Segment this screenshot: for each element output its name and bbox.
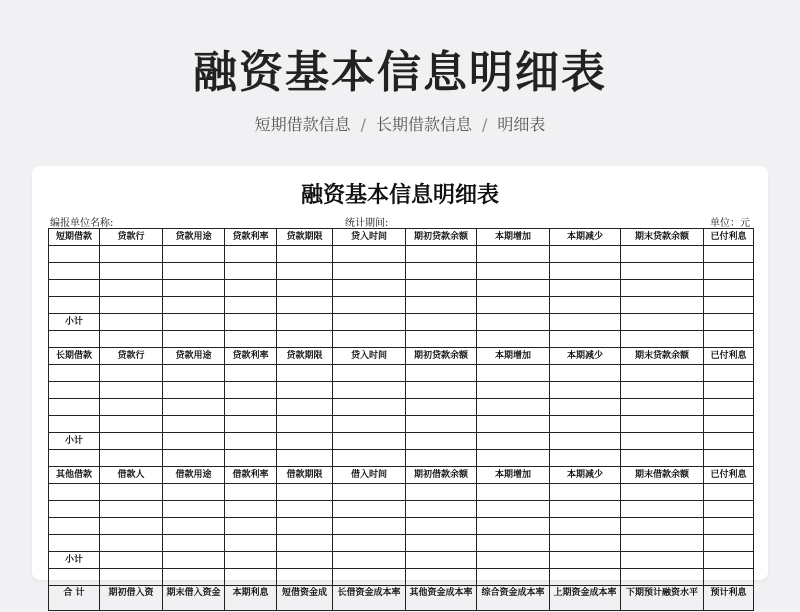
table-cell[interactable] <box>406 246 477 263</box>
table-cell[interactable] <box>477 569 550 586</box>
table-cell[interactable] <box>406 297 477 314</box>
table-cell[interactable] <box>704 297 754 314</box>
table-cell[interactable] <box>333 518 406 535</box>
table-cell[interactable] <box>49 297 100 314</box>
column-header: 贷款用途 <box>163 229 225 246</box>
table-cell[interactable] <box>225 280 277 297</box>
column-header: 本期减少 <box>550 348 621 365</box>
table-cell[interactable] <box>163 416 225 433</box>
table-cell[interactable] <box>225 365 277 382</box>
table-cell[interactable] <box>100 365 163 382</box>
table-cell[interactable] <box>621 484 704 501</box>
table-cell[interactable] <box>100 416 163 433</box>
table-cell[interactable] <box>621 263 704 280</box>
table-cell[interactable] <box>225 331 277 348</box>
column-header: 贷款利率 <box>225 229 277 246</box>
table-cell[interactable] <box>477 501 550 518</box>
column-header: 借款用途 <box>163 467 225 484</box>
column-header: 贷款期限 <box>277 229 333 246</box>
table-cell[interactable] <box>621 552 704 569</box>
table-cell[interactable] <box>225 518 277 535</box>
subtotal-row <box>49 433 754 450</box>
total-column-header: 其他资金成本率 <box>406 586 477 611</box>
table-cell[interactable] <box>704 501 754 518</box>
table-cell[interactable] <box>550 263 621 280</box>
column-header: 贷款用途 <box>163 348 225 365</box>
table-cell[interactable] <box>477 297 550 314</box>
table-cell[interactable] <box>100 484 163 501</box>
table-cell[interactable] <box>100 280 163 297</box>
table-cell[interactable] <box>225 314 277 331</box>
column-header: 贷入时间 <box>333 348 406 365</box>
table-cell[interactable] <box>621 569 704 586</box>
table-cell[interactable] <box>477 433 550 450</box>
table-cell[interactable] <box>550 569 621 586</box>
table-cell[interactable] <box>100 263 163 280</box>
table-cell[interactable] <box>49 569 100 586</box>
column-header: 已付利息 <box>704 348 754 365</box>
breadcrumb-separator: / <box>360 115 366 134</box>
table-cell[interactable] <box>100 552 163 569</box>
table-cell[interactable] <box>406 552 477 569</box>
table-cell[interactable] <box>621 433 704 450</box>
table-cell[interactable] <box>49 484 100 501</box>
column-header: 贷款行 <box>100 229 163 246</box>
table-cell[interactable] <box>704 433 754 450</box>
table-cell[interactable] <box>406 569 477 586</box>
table-cell[interactable] <box>477 399 550 416</box>
table-cell[interactable] <box>550 246 621 263</box>
table-cell[interactable] <box>277 365 333 382</box>
table-cell[interactable] <box>333 484 406 501</box>
table-cell[interactable] <box>100 433 163 450</box>
table-cell[interactable] <box>225 569 277 586</box>
column-header: 贷款行 <box>100 348 163 365</box>
table-cell[interactable] <box>277 518 333 535</box>
table-cell[interactable] <box>621 416 704 433</box>
table-row <box>49 382 754 399</box>
table-cell[interactable] <box>163 246 225 263</box>
table-row <box>49 331 754 348</box>
table-row <box>49 450 754 467</box>
table-cell[interactable] <box>163 331 225 348</box>
column-header: 期末贷款余额 <box>621 229 704 246</box>
table-cell[interactable] <box>550 331 621 348</box>
table-cell[interactable] <box>100 535 163 552</box>
column-header: 期末借款余额 <box>621 467 704 484</box>
table-cell[interactable] <box>163 263 225 280</box>
table-cell[interactable] <box>477 535 550 552</box>
column-header: 借款人 <box>100 467 163 484</box>
table-cell[interactable] <box>550 535 621 552</box>
table-cell[interactable] <box>49 416 100 433</box>
table-cell[interactable] <box>225 246 277 263</box>
table-cell[interactable] <box>406 314 477 331</box>
total-column-header: 下期预计融资水平 <box>621 586 704 611</box>
total-column-header: 期初借入资 <box>100 586 163 611</box>
table-cell[interactable] <box>333 535 406 552</box>
table-cell[interactable] <box>477 246 550 263</box>
table-cell[interactable] <box>477 314 550 331</box>
table-cell[interactable] <box>100 501 163 518</box>
total-row <box>49 586 754 611</box>
column-header: 借款利率 <box>225 467 277 484</box>
table-cell[interactable] <box>277 535 333 552</box>
table-cell[interactable] <box>477 365 550 382</box>
column-header: 短期借款 <box>49 229 100 246</box>
table-cell[interactable] <box>621 280 704 297</box>
table-cell[interactable] <box>163 399 225 416</box>
table-cell[interactable] <box>621 246 704 263</box>
table-cell[interactable] <box>406 450 477 467</box>
table-cell[interactable] <box>333 501 406 518</box>
table-cell[interactable] <box>163 535 225 552</box>
table-cell[interactable] <box>477 416 550 433</box>
table-row <box>49 484 754 501</box>
table-cell[interactable] <box>100 331 163 348</box>
table-cell[interactable] <box>333 365 406 382</box>
table-cell[interactable] <box>225 552 277 569</box>
financing-detail-table <box>48 228 754 611</box>
table-cell[interactable] <box>406 501 477 518</box>
section-header-row <box>49 467 754 484</box>
statistics-period-label: 统计期间: <box>345 218 389 229</box>
table-cell[interactable] <box>477 382 550 399</box>
total-column-header: 长借资金成本率 <box>333 586 406 611</box>
table-row <box>49 518 754 535</box>
table-row <box>49 416 754 433</box>
table-cell[interactable] <box>704 331 754 348</box>
table-cell[interactable] <box>277 399 333 416</box>
column-header: 期初贷款余额 <box>406 229 477 246</box>
total-column-header: 综合资金成本率 <box>477 586 550 611</box>
table-cell[interactable] <box>704 535 754 552</box>
column-header: 期初借款余额 <box>406 467 477 484</box>
breadcrumb <box>0 112 800 135</box>
table-cell[interactable] <box>621 331 704 348</box>
table-cell[interactable] <box>277 433 333 450</box>
table-cell[interactable] <box>277 552 333 569</box>
table-cell[interactable] <box>49 280 100 297</box>
table-cell[interactable] <box>704 365 754 382</box>
table-cell[interactable] <box>163 552 225 569</box>
table-cell[interactable] <box>550 518 621 535</box>
column-header: 本期减少 <box>550 467 621 484</box>
table-cell[interactable] <box>704 263 754 280</box>
section-header-row <box>49 229 754 246</box>
table-cell[interactable] <box>333 382 406 399</box>
table-row <box>49 501 754 518</box>
table-cell[interactable] <box>550 297 621 314</box>
table-cell[interactable] <box>277 314 333 331</box>
table-cell[interactable] <box>277 501 333 518</box>
table-cell[interactable] <box>621 399 704 416</box>
table-row <box>49 280 754 297</box>
table-cell[interactable] <box>277 331 333 348</box>
table-cell[interactable] <box>49 382 100 399</box>
total-label: 合 计 <box>49 586 100 611</box>
table-cell[interactable] <box>550 450 621 467</box>
table-cell[interactable] <box>477 552 550 569</box>
table-cell[interactable] <box>550 365 621 382</box>
table-cell[interactable] <box>277 382 333 399</box>
table-cell[interactable] <box>704 484 754 501</box>
table-cell[interactable] <box>550 484 621 501</box>
table-row <box>49 399 754 416</box>
table-cell[interactable] <box>621 518 704 535</box>
table-cell[interactable] <box>333 569 406 586</box>
table-cell[interactable] <box>163 484 225 501</box>
table-cell[interactable] <box>225 484 277 501</box>
table-cell[interactable] <box>406 484 477 501</box>
table-row <box>49 246 754 263</box>
table-cell[interactable] <box>406 416 477 433</box>
table-cell[interactable] <box>704 416 754 433</box>
sheet-preview-card <box>32 166 768 598</box>
table-cell[interactable] <box>621 314 704 331</box>
table-cell[interactable] <box>333 246 406 263</box>
total-column-header: 上期资金成本率 <box>550 586 621 611</box>
table-cell[interactable] <box>163 297 225 314</box>
table-cell[interactable] <box>550 399 621 416</box>
column-header: 长期借款 <box>49 348 100 365</box>
table-cell[interactable] <box>163 518 225 535</box>
table-cell[interactable] <box>704 314 754 331</box>
table-cell[interactable] <box>333 263 406 280</box>
table-cell[interactable] <box>225 501 277 518</box>
table-cell[interactable] <box>100 382 163 399</box>
table-cell[interactable] <box>550 382 621 399</box>
column-header: 本期增加 <box>477 229 550 246</box>
table-cell[interactable] <box>704 382 754 399</box>
table-cell[interactable] <box>406 263 477 280</box>
table-cell[interactable] <box>225 416 277 433</box>
table-cell[interactable] <box>277 416 333 433</box>
subtotal-label: 小计 <box>49 552 100 569</box>
table-cell[interactable] <box>333 416 406 433</box>
table-row <box>49 569 754 586</box>
table-cell[interactable] <box>621 365 704 382</box>
table-cell[interactable] <box>100 246 163 263</box>
reporting-unit-label: 编报单位名称: <box>50 218 114 229</box>
breadcrumb-item-short-term[interactable]: 短期借款信息 <box>254 115 351 134</box>
table-cell[interactable] <box>704 399 754 416</box>
total-column-header: 本期利息 <box>225 586 277 611</box>
table-cell[interactable] <box>49 501 100 518</box>
table-cell[interactable] <box>333 433 406 450</box>
total-column-header: 预计利息 <box>704 586 754 611</box>
table-cell[interactable] <box>704 552 754 569</box>
breadcrumb-item-long-term[interactable]: 长期借款信息 <box>375 115 472 134</box>
table-cell[interactable] <box>277 263 333 280</box>
table-cell[interactable] <box>100 314 163 331</box>
table-cell[interactable] <box>163 433 225 450</box>
table-cell[interactable] <box>704 450 754 467</box>
table-cell[interactable] <box>49 331 100 348</box>
table-cell[interactable] <box>225 433 277 450</box>
table-cell[interactable] <box>477 484 550 501</box>
table-cell[interactable] <box>49 246 100 263</box>
column-header: 其他借款 <box>49 467 100 484</box>
subtotal-row <box>49 314 754 331</box>
breadcrumb-item-detail[interactable]: 明细表 <box>497 115 546 134</box>
column-header: 借入时间 <box>333 467 406 484</box>
table-cell[interactable] <box>225 263 277 280</box>
table-cell[interactable] <box>477 280 550 297</box>
table-cell[interactable] <box>225 399 277 416</box>
table-cell[interactable] <box>100 569 163 586</box>
table-cell[interactable] <box>49 399 100 416</box>
table-cell[interactable] <box>163 450 225 467</box>
column-header: 借款期限 <box>277 467 333 484</box>
table-cell[interactable] <box>621 501 704 518</box>
table-cell[interactable] <box>277 450 333 467</box>
breadcrumb-separator: / <box>482 115 488 134</box>
table-cell[interactable] <box>550 501 621 518</box>
table-cell[interactable] <box>163 569 225 586</box>
table-cell[interactable] <box>225 297 277 314</box>
table-cell[interactable] <box>621 535 704 552</box>
table-cell[interactable] <box>550 416 621 433</box>
table-cell[interactable] <box>333 280 406 297</box>
total-column-header: 短借资金成 <box>277 586 333 611</box>
table-cell[interactable] <box>163 280 225 297</box>
column-header: 已付利息 <box>704 467 754 484</box>
table-cell[interactable] <box>406 382 477 399</box>
column-header: 期初贷款余额 <box>406 348 477 365</box>
table-row <box>49 263 754 280</box>
table-cell[interactable] <box>704 280 754 297</box>
section-header-row <box>49 348 754 365</box>
table-cell[interactable] <box>277 246 333 263</box>
table-cell[interactable] <box>100 399 163 416</box>
table-cell[interactable] <box>477 263 550 280</box>
table-cell[interactable] <box>163 314 225 331</box>
table-cell[interactable] <box>621 382 704 399</box>
table-cell[interactable] <box>406 365 477 382</box>
table-row <box>49 365 754 382</box>
column-header: 贷款期限 <box>277 348 333 365</box>
table-cell[interactable] <box>49 450 100 467</box>
table-row <box>49 297 754 314</box>
table-row <box>49 535 754 552</box>
column-header: 本期增加 <box>477 348 550 365</box>
table-cell[interactable] <box>333 399 406 416</box>
column-header: 贷款利率 <box>225 348 277 365</box>
table-cell[interactable] <box>225 535 277 552</box>
table-cell[interactable] <box>550 280 621 297</box>
page-title: 融资基本信息明细表 <box>193 47 607 98</box>
table-cell[interactable] <box>277 569 333 586</box>
table-cell[interactable] <box>477 518 550 535</box>
table-cell[interactable] <box>621 297 704 314</box>
table-cell[interactable] <box>477 331 550 348</box>
table-cell[interactable] <box>49 365 100 382</box>
column-header: 贷入时间 <box>333 229 406 246</box>
table-cell[interactable] <box>333 297 406 314</box>
table-cell[interactable] <box>333 314 406 331</box>
table-cell[interactable] <box>406 518 477 535</box>
table-cell[interactable] <box>100 450 163 467</box>
table-cell[interactable] <box>225 450 277 467</box>
table-cell[interactable] <box>621 450 704 467</box>
subtotal-row <box>49 552 754 569</box>
sheet-title: 融资基本信息明细表 <box>300 183 499 208</box>
table-cell[interactable] <box>406 399 477 416</box>
table-cell[interactable] <box>163 382 225 399</box>
table-cell[interactable] <box>406 331 477 348</box>
table-cell[interactable] <box>550 433 621 450</box>
currency-unit-label: 单位：元 <box>710 218 750 229</box>
table-cell[interactable] <box>163 365 225 382</box>
column-header: 已付利息 <box>704 229 754 246</box>
table-cell[interactable] <box>100 518 163 535</box>
table-cell[interactable] <box>49 263 100 280</box>
table-cell[interactable] <box>704 246 754 263</box>
table-cell[interactable] <box>225 382 277 399</box>
table-cell[interactable] <box>704 569 754 586</box>
table-cell[interactable] <box>277 297 333 314</box>
table-cell[interactable] <box>550 314 621 331</box>
table-cell[interactable] <box>406 433 477 450</box>
table-cell[interactable] <box>100 297 163 314</box>
total-column-header: 期末借入资金 <box>163 586 225 611</box>
table-cell[interactable] <box>333 331 406 348</box>
table-cell[interactable] <box>406 535 477 552</box>
table-cell[interactable] <box>477 450 550 467</box>
table-cell[interactable] <box>333 450 406 467</box>
column-header: 期末贷款余额 <box>621 348 704 365</box>
table-cell[interactable] <box>406 280 477 297</box>
subtotal-label: 小计 <box>49 433 100 450</box>
table-cell[interactable] <box>277 280 333 297</box>
table-cell[interactable] <box>49 518 100 535</box>
table-cell[interactable] <box>277 484 333 501</box>
column-header: 本期增加 <box>477 467 550 484</box>
subtotal-label: 小计 <box>49 314 100 331</box>
table-cell[interactable] <box>49 535 100 552</box>
table-cell[interactable] <box>704 518 754 535</box>
column-header: 本期减少 <box>550 229 621 246</box>
table-cell[interactable] <box>333 552 406 569</box>
table-cell[interactable] <box>550 552 621 569</box>
table-cell[interactable] <box>163 501 225 518</box>
